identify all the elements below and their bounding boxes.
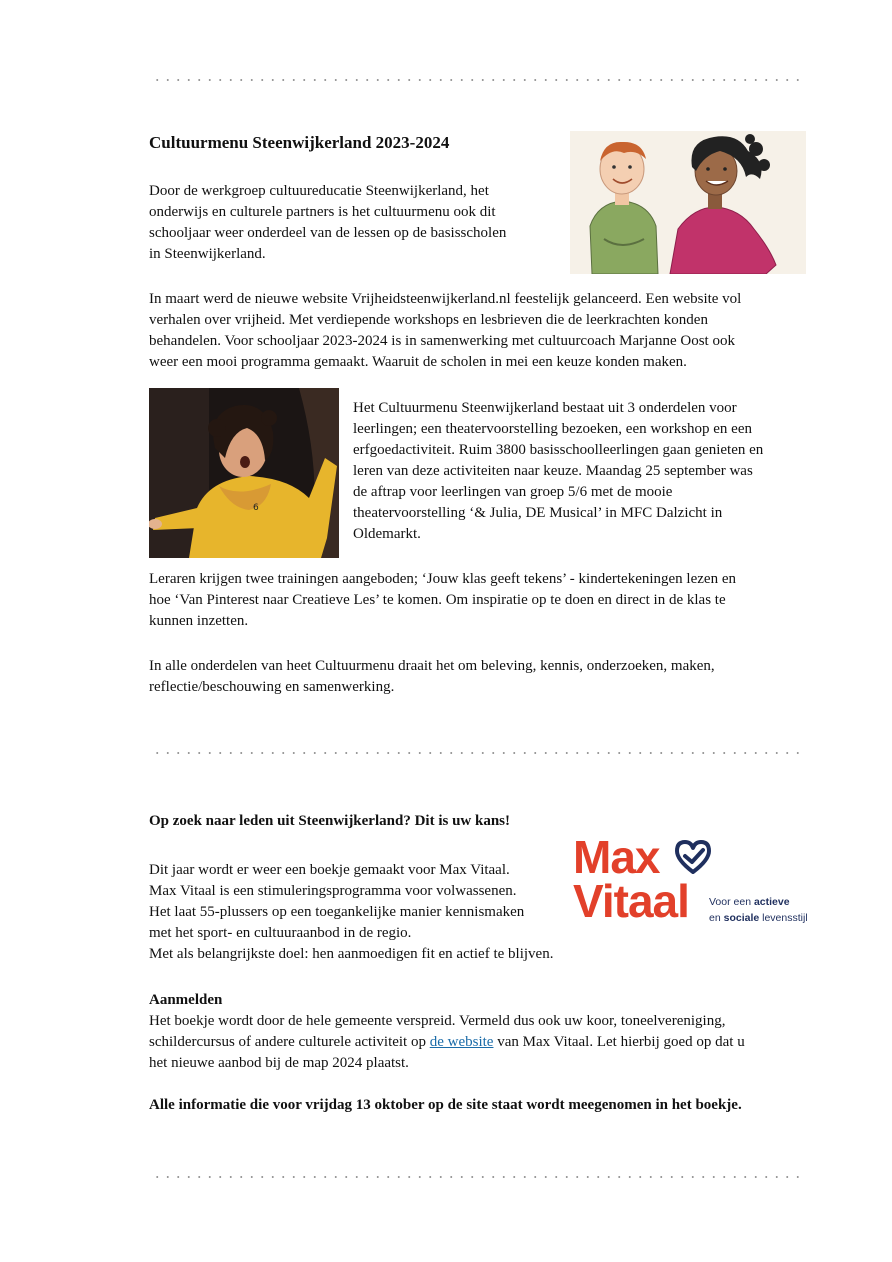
text-line: theatervoorstelling ‘& Julia, DE Musical’ in MFC Dalzicht in bbox=[353, 505, 723, 521]
text-line: erfgoedactiviteit. Ruim 3800 basisschoolleerlingen gaan genieten en bbox=[353, 442, 764, 458]
article-title: Cultuurmenu Steenwijkerland 2023-2024 bbox=[149, 133, 450, 152]
text-line: Max Vitaal is een stimuleringsprogramma voor volwassenen. bbox=[149, 883, 517, 899]
text-line: in Steenwijkerland. bbox=[149, 246, 266, 262]
text-line: Leraren krijgen twee trainingen aangeboden; ‘Jouw klas geeft tekens’ - kindertekeningen lezen en bbox=[149, 571, 736, 587]
svg-text:6: 6 bbox=[253, 503, 259, 513]
register-section bbox=[149, 990, 819, 1116]
text-line: behandelen. Voor schooljaar 2023-2024 is in samenwerking met cultuurcoach Marjanne Oost ook bbox=[149, 333, 735, 349]
text-line: weer een mooi programma gemaakt. Waaruit de scholen in mei een keuze konden maken. bbox=[149, 354, 687, 370]
text-line: Dit jaar wordt er weer een boekje gemaakt voor Max Vitaal. bbox=[149, 862, 510, 878]
heart-check-icon bbox=[673, 838, 713, 878]
logo-word-vitaal: Vitaal bbox=[573, 875, 689, 927]
text-line: hoe ‘Van Pinterest naar Creatieve Les’ te komen. Om inspiratie op te doen en direct in de klas te bbox=[149, 592, 726, 608]
text-line: het nieuwe aanbod bij de map 2024 plaatst. bbox=[149, 1055, 409, 1071]
summary-paragraph bbox=[149, 656, 819, 698]
dotted-divider-middle bbox=[152, 752, 802, 754]
text-line: In maart werd de nieuwe website Vrijheidsteenwijkerland.nl feestelijk gelanceerd. Een website vol bbox=[149, 291, 742, 307]
text-line: leren van deze activiteiten naar keuze. Maandag 25 september was bbox=[353, 463, 753, 479]
text-line: Het laat 55-plussers op een toegankelijke manier kennismaken bbox=[149, 904, 525, 920]
tagline-line-2: en sociale levensstijl bbox=[709, 912, 808, 924]
text-line: Het Cultuurmenu Steenwijkerland bestaat uit 3 onderdelen voor bbox=[353, 400, 737, 416]
text-line: Door de werkgroep cultuureducatie Steenwijkerland, het bbox=[149, 183, 489, 199]
text-line: met het sport- en cultuuraanbod in de regio. bbox=[149, 925, 412, 941]
closing-note: Alle informatie die voor vrijdag 13 oktober op de site staat wordt meegenomen in het boekje. bbox=[149, 1097, 742, 1113]
text-line-with-link: schildercursus of andere culturele activiteit op de website van Max Vitaal. Let hierbij goed op dat u bbox=[149, 1034, 745, 1050]
register-subheading: Aanmelden bbox=[149, 992, 223, 1008]
website-paragraph bbox=[149, 289, 809, 373]
text-line: leerlingen; een theatervoorstelling bezoeken, een workshop en een bbox=[353, 421, 753, 437]
tagline-line-1: Voor een actieve bbox=[709, 896, 790, 908]
text-line: reflectie/beschouwing en samenwerking. bbox=[149, 679, 395, 695]
children-illustration bbox=[570, 131, 806, 274]
website-link[interactable]: de website bbox=[429, 1034, 494, 1050]
text-line: onderwijs en culturele partners is het cultuurmenu ook dit bbox=[149, 204, 496, 220]
section-heading: Op zoek naar leden uit Steenwijkerland? Dit is uw kans! bbox=[149, 813, 511, 829]
performer-photo bbox=[149, 388, 339, 558]
text-line: Het boekje wordt door de hele gemeente verspreid. Vermeld dus ook uw koor, toneelvereniging, bbox=[149, 1013, 726, 1029]
logo-tagline bbox=[709, 894, 808, 926]
logo-word-max: Max bbox=[573, 831, 660, 883]
max-vitaal-logo bbox=[573, 831, 813, 934]
dotted-divider-top bbox=[152, 79, 802, 81]
dotted-divider-bottom bbox=[152, 1176, 802, 1178]
max-vitaal-intro bbox=[149, 860, 609, 965]
text-line: de aftrap voor leerlingen van groep 5/6 met de mooie bbox=[353, 484, 673, 500]
text-line: In alle onderdelen van heet Cultuurmenu draait het om beleving, kennis, onderzoeken, maken, bbox=[149, 658, 715, 674]
performer-photo-icon bbox=[149, 388, 339, 558]
text-line: Oldemarkt. bbox=[353, 526, 421, 542]
two-children-drawing-icon bbox=[570, 131, 806, 274]
text-line: verhalen over vrijheid. Met verdiepende workshops en lesbrieven die de leerkrachten konden bbox=[149, 312, 708, 328]
text-line: schooljaar weer onderdeel van de lessen op de basisscholen bbox=[149, 225, 507, 241]
teachers-paragraph bbox=[149, 569, 819, 632]
intro-paragraph bbox=[149, 181, 559, 265]
text-line: Met als belangrijkste doel: hen aanmoedigen fit en actief te blijven. bbox=[149, 946, 554, 962]
cultuurmenu-paragraph bbox=[353, 398, 813, 545]
text-line: kunnen inzetten. bbox=[149, 613, 249, 629]
